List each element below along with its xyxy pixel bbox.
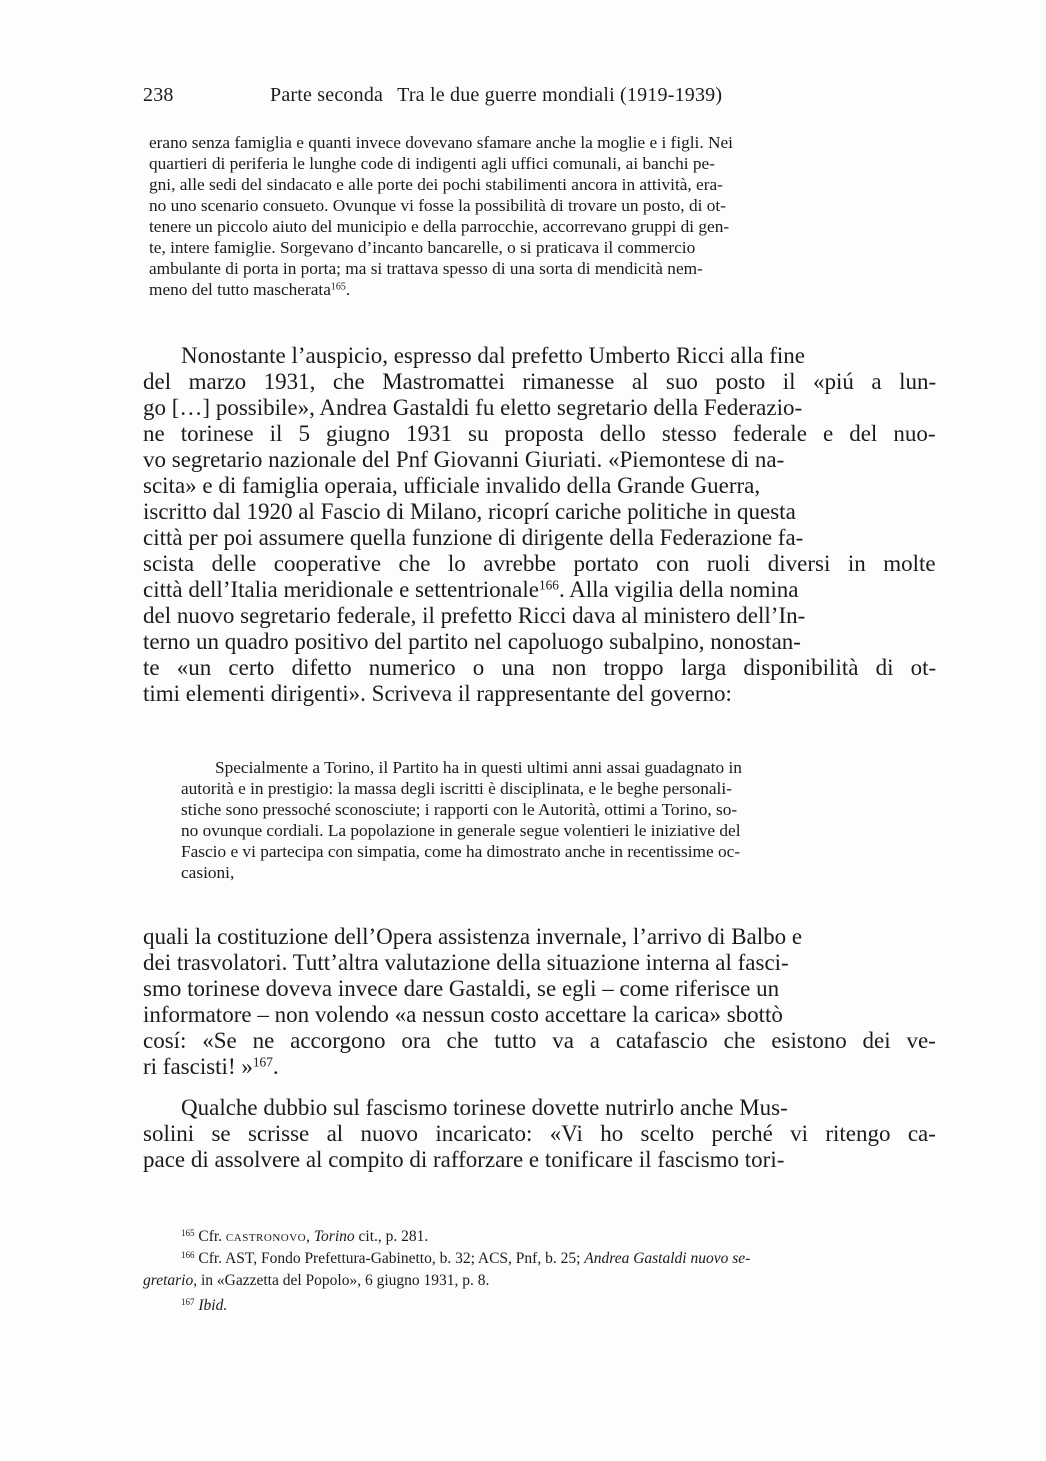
footnote-number: 167 [181,1297,195,1308]
paragraph-text: . Alla vigilia della nomina [558,577,799,602]
footnote-author: castronovo [225,1228,307,1245]
paragraph-line: timi elementi dirigenti». Scriveva il rappresentante del governo: [143,681,732,706]
footnote-167 [181,1296,227,1316]
footnote-ref-165[interactable]: 165 [330,281,346,293]
paragraph-line: città per poi assumere quella funzione di dirigente della Federazione fa- [143,525,804,550]
running-title [270,84,722,107]
quote-line: te, intere famiglie. Sorgevano d’incanto bancarelle, o si praticava il commercio [149,238,696,257]
quote-last-line [149,279,350,300]
paragraph-line: iscritto dal 1920 al Fascio di Milano, ricoprí cariche politiche in questa [143,499,796,524]
paragraph-line [143,577,798,603]
paragraph-line: Qualche dubbio sul fascismo torinese dovette nutrirlo anche Mus- [181,1095,788,1120]
paragraph-line: smo torinese doveva invece dare Gastaldi, se egli – come riferisce un [143,976,780,1001]
quote-line: Specialmente a Torino, il Partito ha in questi ultimi anni assai guadagnato in [215,758,742,777]
paragraph-line: del marzo 1931, che Mastromattei rimanesse al suo posto il «piú a lun- [143,369,937,394]
quote-line: Fascio e vi partecipa con simpatia, come ha dimostrato anche in recentissime oc- [181,842,741,861]
quote-line: no ovunque cordiali. La popolazione in generale segue volentieri le iniziative del [181,821,741,840]
footnote-165 [181,1227,428,1247]
quote-line: autorità e in prestigio: la massa degli iscritti è disciplinata, e le beghe personali- [181,779,732,798]
paragraph-line: scita» e di famiglia operaia, ufficiale invalido della Grande Guerra, [143,473,761,498]
paragraph-line: Nonostante l’auspicio, espresso dal prefetto Umberto Ricci alla fine [181,343,805,368]
footnote-166-line2 [143,1271,489,1291]
paragraph-line: dei trasvolatori. Tutt’altra valutazione della situazione interna al fasci- [143,950,789,975]
paragraph-line: quali la costituzione dell’Opera assistenza invernale, l’arrivo di Balbo e [143,924,803,949]
footnote-text: Cfr. [198,1228,226,1245]
quote-line: quartieri di periferia le lunghe code di indigenti agli uffici comunali, ai banchi pe- [149,154,715,173]
footnote-number: 166 [181,1250,195,1261]
footnote-166-line1 [181,1249,750,1269]
footnote-ref-166[interactable]: 166 [538,577,559,593]
quote-line: erano senza famiglia e quanti invece dovevano sfamare anche la moglie e i figli. Nei [149,133,733,152]
footnote-text: , in «Gazzetta del Popolo», 6 giugno 1931, p. 8. [193,1272,490,1289]
footnote-text: , [306,1228,314,1245]
footnote-text: Cfr. AST, Fondo Prefettura-Gabinetto, b. 32; ACS, Pnf, b. 25; [198,1250,585,1267]
punctuation: . [345,280,351,299]
paragraph-text: ri fascisti! » [143,1054,253,1079]
paragraph-line: solini se scrisse al nuovo incaricato: «Vi ho scelto perché vi ritengo ca- [143,1121,936,1146]
footnote-text: Ibid. [198,1297,228,1314]
paragraph-line: informatore – non volendo «a nessun costo accettare la carica» sbottò [143,1002,783,1027]
paragraph-line: pace di assolvere al compito di rafforzare e tonificare il fascismo tori- [143,1147,785,1172]
page-number: 238 [143,84,174,106]
paragraph-text: città dell’Italia meridionale e settentrionale [143,577,539,602]
punctuation: . [272,1054,279,1079]
paragraph-line: cosí: «Se ne accorgono ora che tutto va a catafascio che esistono dei ve- [143,1028,936,1053]
paragraph-line: go […] possibile», Andrea Gastaldi fu eletto segretario della Federazio- [143,395,803,420]
quote-line: no uno scenario consueto. Ovunque vi fosse la possibilità di trovare un posto, di ot- [149,196,726,215]
footnote-title: Andrea Gastaldi nuovo se- [584,1250,751,1267]
footnote-title: gretario [143,1272,194,1289]
part-title: Parte seconda [270,84,384,106]
paragraph-line: vo segretario nazionale del Pnf Giovanni Giuriati. «Piemontese di na- [143,447,785,472]
quote-line: stiche sono pressoché sconosciute; i rapporti con le Autorità, ottimi a Torino, so- [181,800,738,819]
paragraph-line [143,1054,279,1080]
paragraph-line: scista delle cooperative che lo avrebbe portato con ruoli diversi in molte [143,551,936,576]
footnote-number: 165 [181,1228,195,1239]
footnote-ref-167[interactable]: 167 [252,1054,273,1070]
paragraph-line: del nuovo segretario federale, il prefetto Ricci dava al ministero dell’In- [143,603,806,628]
quote-line: ambulante di porta in porta; ma si trattava spesso di una sorta di mendicità nem- [149,259,703,278]
paragraph-line: ne torinese il 5 giugno 1931 su proposta dello stesso federale e del nuo- [143,421,936,446]
footnote-title: Torino [313,1228,355,1245]
section-title: Tra le due guerre mondiali (1919-1939) [397,84,723,106]
footnote-text: cit., p. 281. [354,1228,429,1245]
quote-line: gni, alle sedi del sindacato e alle porte dei pochi stabilimenti ancora in attività, era- [149,175,723,194]
paragraph-line: te «un certo difetto numerico o una non troppo larga disponibilità di ot- [143,655,937,680]
quote-text: meno del tutto mascherata [149,280,331,299]
paragraph-line: terno un quadro positivo del partito nel capoluogo subalpino, nonostan- [143,629,801,654]
quote-line: casioni, [181,863,235,882]
quote-line: tenere un piccolo aiuto del municipio e della parrocchie, accorrevano gruppi di gen- [149,217,730,236]
